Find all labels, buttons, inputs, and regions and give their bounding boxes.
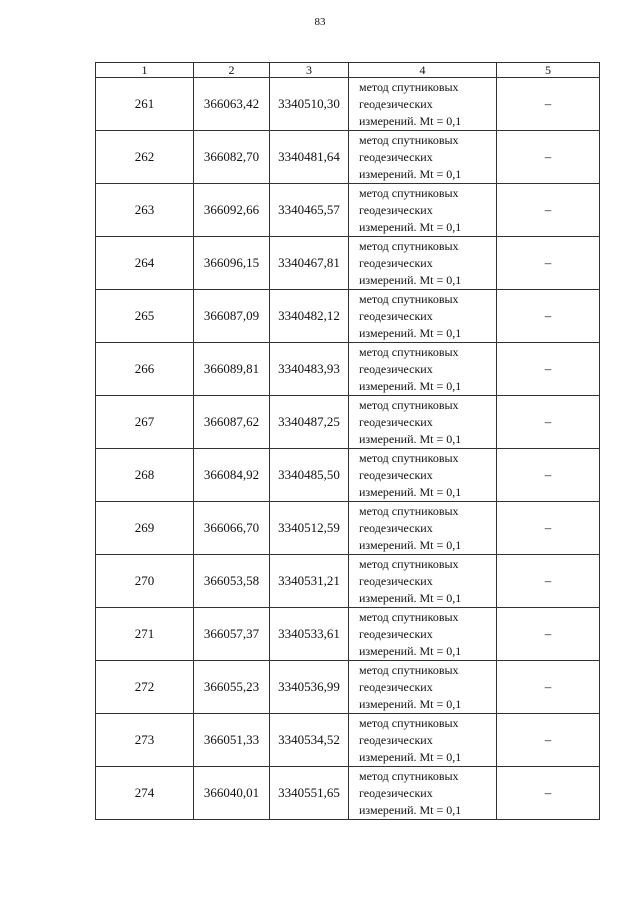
note-cell: – [497,237,600,290]
method-text-line: геодезических [359,96,433,111]
x-coordinate-cell: 366051,33 [194,714,270,767]
y-coordinate-cell: 3340482,12 [270,290,349,343]
method-text-line: геодезических [359,467,433,482]
x-coordinate-cell: 366087,62 [194,396,270,449]
column-header-4: 4 [349,63,497,78]
note-cell: – [497,767,600,820]
method-text-line: геодезических [359,785,433,800]
method-text-line: измерений. Mt = 0,1 [359,219,462,234]
method-text-line: геодезических [359,732,433,747]
y-coordinate-cell: 3340487,25 [270,396,349,449]
method-text-line: измерений. Mt = 0,1 [359,484,462,499]
method-cell [349,449,497,502]
method-cell [349,396,497,449]
table-row [96,343,600,396]
method-cell [349,502,497,555]
note-cell: – [497,131,600,184]
method-text-line: метод спутниковых [359,291,459,306]
y-coordinate-cell: 3340534,52 [270,714,349,767]
method-text-line: геодезических [359,308,433,323]
table-row [96,396,600,449]
method-text-line: геодезических [359,149,433,164]
point-number-cell: 263 [96,184,194,237]
method-text-line: геодезических [359,202,433,217]
method-text-line: метод спутниковых [359,503,459,518]
table-row [96,78,600,131]
point-number-cell: 267 [96,396,194,449]
y-coordinate-cell: 3340510,30 [270,78,349,131]
x-coordinate-cell: 366084,92 [194,449,270,502]
method-text-line: геодезических [359,361,433,376]
note-cell: – [497,502,600,555]
table-row [96,555,600,608]
method-text-line: геодезических [359,520,433,535]
method-text-line: измерений. Mt = 0,1 [359,537,462,552]
x-coordinate-cell: 366087,09 [194,290,270,343]
page-number: 83 [314,16,326,28]
y-coordinate-cell: 3340531,21 [270,555,349,608]
table-row [96,237,600,290]
point-number-cell: 265 [96,290,194,343]
method-text-line: метод спутниковых [359,79,459,94]
method-text-line: метод спутниковых [359,715,459,730]
table-row [96,608,600,661]
y-coordinate-cell: 3340483,93 [270,343,349,396]
point-number-cell: 269 [96,502,194,555]
method-text-line: измерений. Mt = 0,1 [359,272,462,287]
method-text-line: измерений. Mt = 0,1 [359,378,462,393]
table-row [96,767,600,820]
y-coordinate-cell: 3340465,57 [270,184,349,237]
method-cell [349,78,497,131]
x-coordinate-cell: 366055,23 [194,661,270,714]
point-number-cell: 266 [96,343,194,396]
x-coordinate-cell: 366082,70 [194,131,270,184]
column-header-2: 2 [194,63,270,78]
note-cell: – [497,714,600,767]
method-cell [349,184,497,237]
table-row [96,290,600,343]
method-cell [349,290,497,343]
method-cell [349,343,497,396]
method-text-line: геодезических [359,626,433,641]
note-cell: – [497,343,600,396]
note-cell: – [497,184,600,237]
method-text-line: геодезических [359,573,433,588]
table-row [96,661,600,714]
method-text-line: метод спутниковых [359,238,459,253]
x-coordinate-cell: 366057,37 [194,608,270,661]
point-number-cell: 271 [96,608,194,661]
method-text-line: измерений. Mt = 0,1 [359,696,462,711]
table-row [96,449,600,502]
y-coordinate-cell: 3340536,99 [270,661,349,714]
point-number-cell: 268 [96,449,194,502]
method-text-line: метод спутниковых [359,768,459,783]
x-coordinate-cell: 366040,01 [194,767,270,820]
note-cell: – [497,608,600,661]
method-text-line: метод спутниковых [359,556,459,571]
note-cell: – [497,661,600,714]
method-text-line: измерений. Mt = 0,1 [359,643,462,658]
column-header-1: 1 [96,63,194,78]
method-cell [349,767,497,820]
point-number-cell: 264 [96,237,194,290]
method-text-line: метод спутниковых [359,609,459,624]
table-row [96,184,600,237]
note-cell: – [497,449,600,502]
point-number-cell: 272 [96,661,194,714]
note-cell: – [497,290,600,343]
point-number-cell: 270 [96,555,194,608]
method-text-line: геодезических [359,679,433,694]
method-text-line: метод спутниковых [359,450,459,465]
table-row [96,714,600,767]
method-text-line: измерений. Mt = 0,1 [359,590,462,605]
point-number-cell: 262 [96,131,194,184]
table-row [96,131,600,184]
point-number-cell: 273 [96,714,194,767]
x-coordinate-cell: 366096,15 [194,237,270,290]
column-header-3: 3 [270,63,349,78]
x-coordinate-cell: 366053,58 [194,555,270,608]
method-text-line: измерений. Mt = 0,1 [359,431,462,446]
method-cell [349,661,497,714]
method-text-line: метод спутниковых [359,185,459,200]
table-body [96,78,600,820]
x-coordinate-cell: 366066,70 [194,502,270,555]
method-cell [349,608,497,661]
note-cell: – [497,555,600,608]
column-header-5: 5 [497,63,600,78]
method-cell [349,131,497,184]
note-cell: – [497,396,600,449]
coordinates-table [95,62,600,820]
method-text-line: измерений. Mt = 0,1 [359,802,462,817]
method-text-line: метод спутниковых [359,132,459,147]
x-coordinate-cell: 366063,42 [194,78,270,131]
method-cell [349,555,497,608]
y-coordinate-cell: 3340485,50 [270,449,349,502]
method-text-line: измерений. Mt = 0,1 [359,749,462,764]
method-cell [349,237,497,290]
method-text-line: метод спутниковых [359,662,459,677]
table-row [96,502,600,555]
method-text-line: метод спутниковых [359,397,459,412]
method-text-line: измерений. Mt = 0,1 [359,166,462,181]
x-coordinate-cell: 366089,81 [194,343,270,396]
y-coordinate-cell: 3340551,65 [270,767,349,820]
y-coordinate-cell: 3340467,81 [270,237,349,290]
method-cell [349,714,497,767]
y-coordinate-cell: 3340512,59 [270,502,349,555]
point-number-cell: 274 [96,767,194,820]
y-coordinate-cell: 3340481,64 [270,131,349,184]
method-text-line: геодезических [359,414,433,429]
method-text-line: метод спутниковых [359,344,459,359]
point-number-cell: 261 [96,78,194,131]
method-text-line: геодезических [359,255,433,270]
note-cell: – [497,78,600,131]
method-text-line: измерений. Mt = 0,1 [359,113,462,128]
x-coordinate-cell: 366092,66 [194,184,270,237]
method-text-line: измерений. Mt = 0,1 [359,325,462,340]
header-row [96,63,600,78]
y-coordinate-cell: 3340533,61 [270,608,349,661]
